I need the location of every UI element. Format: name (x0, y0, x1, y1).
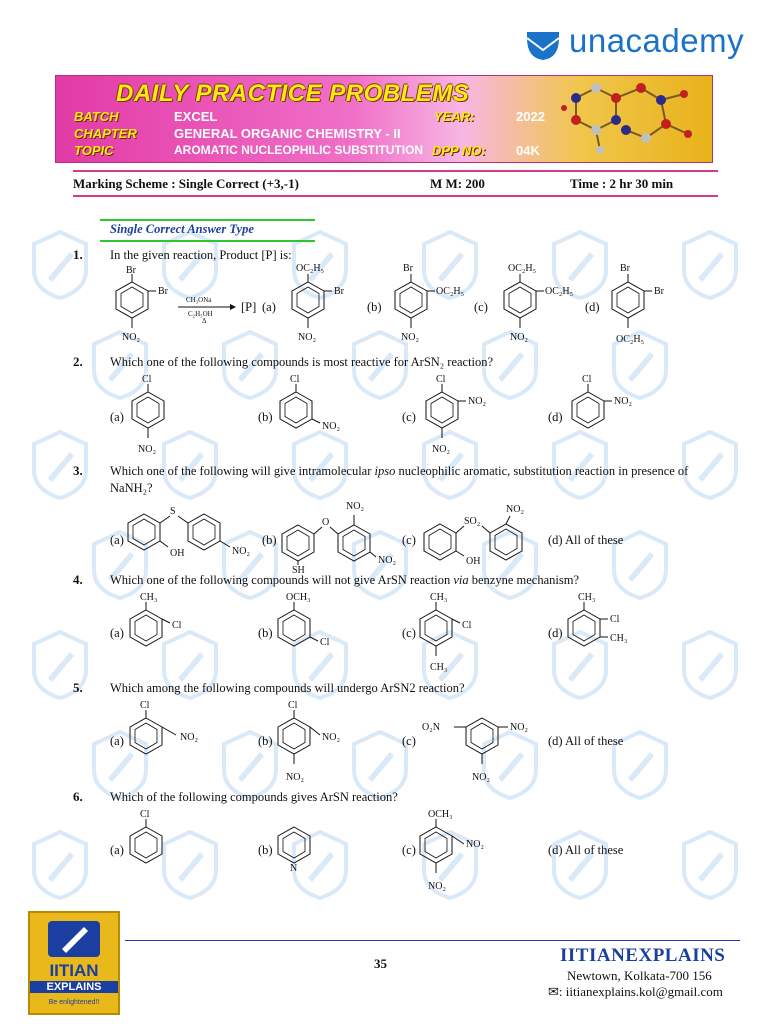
atom-label: Br (654, 286, 664, 297)
marking-scheme: Marking Scheme : Single Correct (+3,-1) (73, 176, 299, 191)
q4-option-b-structure (272, 590, 352, 660)
atom-label: NO₂ (510, 332, 528, 343)
option-a-label[interactable]: (a) (262, 300, 276, 314)
atom-label: NO₂ (122, 332, 140, 343)
time-allowed: Time : 2 hr 30 min (570, 176, 674, 191)
watermark-logo-icon (30, 230, 90, 300)
atom-label: Br (158, 286, 168, 297)
atom-label: N (290, 863, 298, 874)
section-title: Single Correct Answer Type (110, 222, 254, 236)
option-d-label[interactable]: (d) All of these (548, 843, 624, 857)
atom-label: NO₂ (510, 722, 528, 733)
atom-label: OCH₃ (286, 592, 311, 603)
q4-option-a-structure (124, 590, 204, 660)
atom-label: NO₂ (232, 546, 250, 557)
atom-label: NO₂ (401, 332, 419, 343)
atom-label: NO₂ (506, 504, 524, 515)
atom-label: Br (403, 263, 413, 274)
unacademy-logo-icon (521, 22, 565, 66)
atom-label: SO₂ (464, 516, 481, 527)
watermark-logo-icon (680, 830, 740, 900)
q2-option-b-structure (268, 372, 363, 452)
q1-option-d-structure (600, 262, 680, 357)
atom-label: Cl (582, 374, 592, 385)
question-text: Which of the following compounds gives ArSN reaction? (110, 790, 398, 804)
scheme-rule-top (73, 170, 718, 172)
option-d-label[interactable]: (d) (585, 300, 600, 314)
chapter-value: GENERAL ORGANIC CHEMISTRY - II (174, 126, 401, 141)
question-text: Which one of the following will give intramolecular ipso nucleophilic aromatic, substitution reaction in presence of NaNH₂? (110, 464, 689, 495)
option-a-label[interactable]: (a) (110, 843, 124, 857)
section-rule-top (100, 219, 315, 221)
q6-option-c-structure (414, 807, 524, 902)
atom-label: CH₃ (140, 592, 158, 603)
iitian-explains-badge (28, 911, 120, 1015)
atom-label: NO₂ (432, 444, 450, 455)
option-c-label[interactable]: (c) (402, 734, 416, 748)
atom-label: CH₃ (430, 662, 448, 673)
atom-label: OCH₃ (428, 809, 453, 820)
atom-label: Cl (140, 700, 150, 711)
batch-label: BATCH (74, 109, 119, 124)
q3-option-a-structure (122, 500, 282, 570)
atom-label: NO₂ (346, 501, 364, 512)
dpp-value: 04K (516, 143, 540, 158)
banner-title: DAILY PRACTICE PROBLEMS (116, 80, 470, 107)
brand-name: unacademy (569, 22, 745, 59)
atom-label: Cl (462, 620, 472, 631)
option-b-label[interactable]: (b) (258, 626, 273, 640)
reagent-delta: Δ (202, 317, 207, 325)
option-a-label[interactable]: (a) (110, 410, 124, 424)
atom-label: NO₂ (466, 839, 484, 850)
watermark-logo-icon (680, 230, 740, 300)
q1-option-a-structure (280, 262, 360, 352)
topic-value: AROMATIC NUCLEOPHILIC SUBSTITUTION (174, 143, 424, 157)
atom-label: NO₂ (378, 555, 396, 566)
atom-label: NO₂ (298, 332, 316, 343)
q3-option-c-structure (418, 500, 558, 575)
option-b-label[interactable]: (b) (367, 300, 382, 314)
option-d-label[interactable]: (d) (548, 626, 563, 640)
atom-label: Cl (140, 809, 150, 820)
page-number: 35 (374, 956, 387, 971)
org-name: IITIANEXPLAINS (560, 945, 726, 966)
atom-label: S (170, 506, 176, 517)
batch-value: EXCEL (174, 109, 218, 124)
topic-label: TOPIC (74, 143, 114, 158)
atom-label: CH₃ (610, 633, 628, 644)
badge-subtitle: EXPLAINS (30, 981, 118, 993)
option-b-label[interactable]: (b) (258, 843, 273, 857)
q3-option-b-structure (276, 495, 416, 575)
atom-label: NO₂ (286, 772, 304, 783)
q6-option-a-structure (124, 807, 184, 877)
atom-label: OH (466, 556, 481, 567)
atom-label: NO₂ (468, 396, 486, 407)
atom-label: NO₂ (138, 444, 156, 455)
year-label: YEAR: (434, 109, 475, 124)
badge-tagline: Be enlightened!! (48, 999, 100, 1006)
reagent-bottom: C₂H₅OH (188, 310, 213, 318)
atom-label: CH₃ (578, 592, 596, 603)
badge-title: IITIAN (49, 961, 99, 980)
dpp-banner (55, 75, 713, 163)
org-email[interactable]: ✉: iitianexplains.kol@gmail.com (548, 984, 723, 999)
atom-label: Br (620, 263, 630, 274)
q1-option-b-structure (383, 262, 473, 352)
question-number: 5. (73, 680, 83, 695)
q2-option-a-structure (120, 372, 180, 462)
question-number: 1. (73, 247, 83, 262)
option-b-label[interactable]: (b) (258, 410, 273, 424)
year-value: 2022 (516, 109, 545, 124)
atom-label: O₂N (422, 722, 440, 733)
q4-option-d-structure (562, 590, 642, 660)
option-c-label[interactable]: (c) (402, 533, 416, 547)
atom-label: OC₂H₅ (545, 286, 574, 297)
option-c-label[interactable]: (c) (402, 626, 416, 640)
watermark-logo-icon (30, 830, 90, 900)
section-rule-bottom (100, 240, 315, 242)
option-c-label[interactable]: (c) (474, 300, 488, 314)
reagent-top: CH₃ONa (186, 296, 212, 304)
atom-label: NO₂ (428, 881, 446, 892)
chapter-label: CHAPTER (74, 126, 137, 141)
atom-label: NO₂ (322, 732, 340, 743)
question-number: 2. (73, 354, 83, 369)
option-d-label[interactable]: (d) (548, 410, 563, 424)
atom-label: O (322, 517, 330, 528)
atom-label: Br (126, 265, 136, 276)
option-b-label[interactable]: (b) (262, 533, 277, 547)
atom-label: Br (334, 286, 344, 297)
atom-label: OC₂H₅ (508, 263, 537, 274)
atom-label: SH (292, 565, 305, 576)
option-a-label[interactable]: (a) (110, 734, 124, 748)
atom-label: OC₂H₅ (296, 263, 325, 274)
max-marks: M M: 200 (430, 176, 485, 191)
option-a-label[interactable]: (a) (110, 533, 124, 547)
atom-label: NO₂ (614, 396, 632, 407)
question-number: 6. (73, 789, 83, 804)
question-text: Which among the following compounds will undergo ArSN2 reaction? (110, 681, 465, 695)
atom-label: CH₃ (430, 592, 448, 603)
atom-label: Cl (436, 374, 446, 385)
scheme-rule-bottom (73, 195, 718, 197)
q4-option-c-structure (414, 590, 494, 680)
option-c-label[interactable]: (c) (402, 843, 416, 857)
question-text: In the given reaction, Product [P] is: (110, 248, 292, 262)
pen-book-icon (44, 919, 104, 959)
atom-label: Cl (320, 637, 330, 648)
footer-rule (125, 940, 740, 941)
option-d-label[interactable]: (d) All of these (548, 533, 624, 547)
q5-option-a-structure (124, 698, 234, 768)
atom-label: NO₂ (180, 732, 198, 743)
atom-label: NO₂ (322, 421, 340, 432)
atom-label: OC₂H₅ (436, 286, 465, 297)
product-label: [P] (241, 300, 257, 314)
atom-label: OC₂H₅ (616, 334, 645, 345)
q1-reactant-structure (104, 262, 174, 352)
org-address: Newtown, Kolkata-700 156 (567, 968, 712, 983)
atom-label: Cl (142, 374, 152, 385)
option-a-label[interactable]: (a) (110, 626, 124, 640)
atom-label: Cl (610, 614, 620, 625)
dpp-label: DPP NO: (432, 143, 486, 158)
q6-option-b-structure (272, 807, 332, 877)
atom-label: Cl (290, 374, 300, 385)
question-number: 3. (73, 463, 83, 478)
q1-option-c-structure (492, 262, 582, 352)
q5-option-b-structure (272, 698, 382, 788)
atom-label: Cl (288, 700, 298, 711)
q2-option-d-structure (560, 372, 650, 442)
atom-label: Cl (172, 620, 182, 631)
q1-reaction-arrow (176, 292, 236, 325)
atom-label: OH (170, 548, 185, 559)
question-text: Which one of the following compounds is most reactive for ArSN₂ reaction? (110, 355, 494, 369)
q2-option-c-structure (414, 372, 504, 462)
atom-label: NO₂ (472, 772, 490, 783)
question-number: 4. (73, 572, 83, 587)
option-d-label[interactable]: (d) All of these (548, 734, 624, 748)
option-c-label[interactable]: (c) (402, 410, 416, 424)
option-b-label[interactable]: (b) (258, 734, 273, 748)
q5-option-c-structure (420, 698, 560, 788)
question-text: Which one of the following compounds will not give ArSN reaction via benzyne mechanism? (110, 573, 579, 587)
molecule-model-image (556, 68, 706, 158)
unacademy-logo (521, 22, 751, 66)
watermark-logo-icon (550, 830, 610, 900)
